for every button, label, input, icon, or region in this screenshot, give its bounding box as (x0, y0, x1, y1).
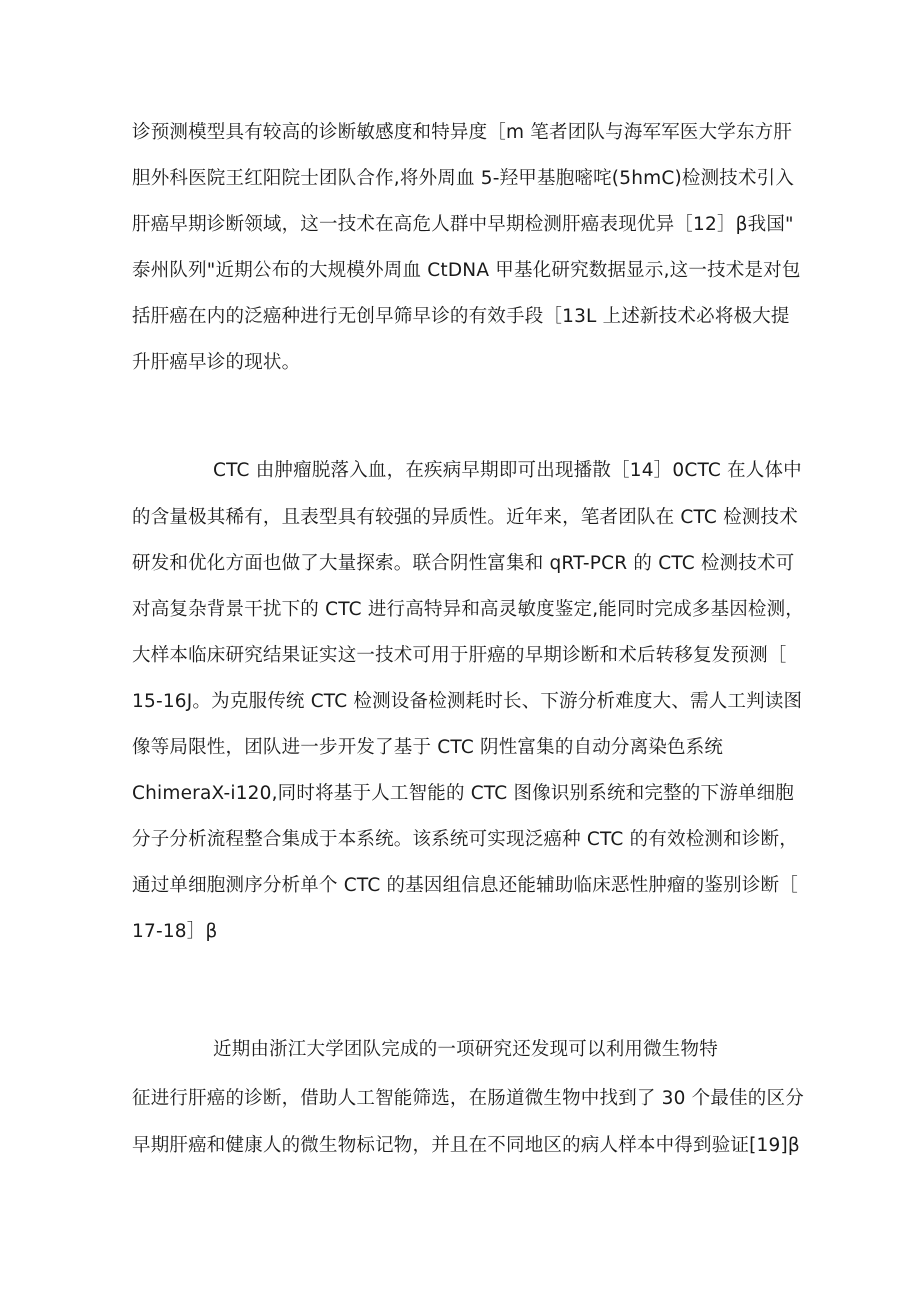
paragraph-3-line-3: 早期肝癌和健康人的微生物标记物，并且在不同地区的病人样本中得到验证[19]β (132, 1135, 800, 1156)
paragraph-2-line-1: CTC 由肿瘤脱落入血，在疾病早期即可出现播散［14］0CTC 在人体中 (213, 460, 802, 481)
paragraph-1-line-5: 括肝癌在内的泛癌种进行无创早筛早诊的有效手段［13L 上述新技术必将极大提 (132, 306, 790, 327)
paragraph-2-line-11: 17-18］β (132, 921, 218, 942)
paragraph-2-line-9: 分子分析流程整合集成于本系统。该系统可实现泛癌种 CTC 的有效检测和诊断， (132, 829, 798, 850)
paragraph-3-line-1: 近期由浙江大学团队完成的一项研究还发现可以利用微生物特 (213, 1039, 718, 1060)
paragraph-2-line-3: 研发和优化方面也做了大量探索。联合阴性富集和 qRT-PCR 的 CTC 检测技术可 (132, 553, 795, 574)
paragraph-2-line-8: ChimeraX-i120,同时将基于人工智能的 CTC 图像识别系统和完整的下游单细胞 (132, 783, 795, 804)
paragraph-2-line-2: 的含量极其稀有，且表型具有较强的异质性。近年来，笔者团队在 CTC 检测技术 (132, 507, 798, 528)
paragraph-3-line-2: 征进行肝癌的诊断，借助人工智能筛选，在肠道微生物中找到了 30 个最佳的区分 (132, 1088, 804, 1109)
paragraph-1-line-4: 泰州队列"近期公布的大规模外周血 CtDNA 甲基化研究数据显示,这一技术是对包 (132, 260, 801, 281)
paragraph-1-line-2: 胆外科医院王红阳院士团队合作,将外周血 5-羟甲基胞嘧咤(5hmC)检测技术引入 (132, 168, 795, 189)
paragraph-2-line-7: 像等局限性，团队进一步开发了基于 CTC 阴性富集的自动分离染色系统 (132, 737, 724, 758)
paragraph-2-line-5: 大样本临床研究结果证实这一技术可用于肝癌的早期诊断和术后转移复发预测［ (132, 645, 787, 666)
paragraph-1-line-3: 肝癌早期诊断领域，这一技术在高危人群中早期检测肝癌表现优异［12］β我国" (132, 214, 794, 235)
paragraph-2-line-10: 通过单细胞测序分析单个 CTC 的基因组信息还能辅助临床恶性肿瘤的鉴别诊断［ (132, 875, 798, 896)
paragraph-2-line-6: 15-16J。为克服传统 CTC 检测设备检测耗时长、下游分析难度大、需人工判读图 (132, 691, 803, 712)
paragraph-1-line-1: 诊预测模型具有较高的诊断敏感度和特异度［m 笔者团队与海军军医大学东方肝 (132, 122, 793, 143)
paragraph-1-line-6: 升肝癌早诊的现状。 (132, 352, 301, 373)
paragraph-2-line-4: 对高复杂背景干扰下的 CTC 进行高特异和高灵敏度鉴定,能同时完成多基因检测， (132, 599, 804, 620)
